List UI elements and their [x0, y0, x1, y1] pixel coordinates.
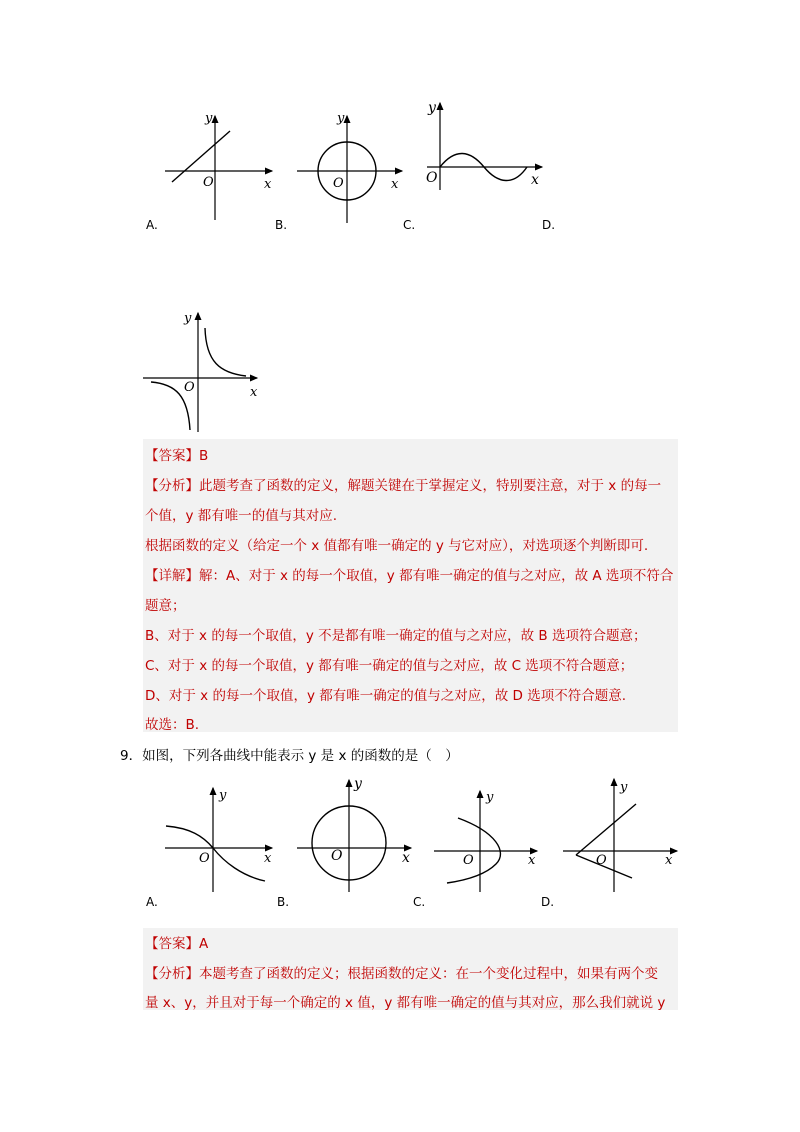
svg-text:x: x: [528, 853, 536, 868]
svg-text:O: O: [463, 853, 474, 868]
q8-graph-b: [297, 111, 402, 223]
q9-option-b[interactable]: B.: [277, 895, 290, 909]
svg-text:x: x: [402, 850, 410, 866]
svg-text:O: O: [184, 380, 195, 395]
svg-text:x: x: [250, 385, 258, 400]
svg-text:x: x: [264, 851, 272, 866]
q8-graph-a: [165, 111, 272, 220]
svg-text:y: y: [620, 780, 628, 795]
q9-option-c[interactable]: C.: [413, 895, 426, 909]
svg-text:y: y: [337, 111, 345, 126]
q8-analysis-line-3: 根据函数的定义（给定一个 x 值都有唯一确定的 y 与它对应），对选项逐个判断即可.: [145, 538, 649, 554]
q8-graphs-row: [150, 95, 550, 225]
q8-answer: 【答案】B: [145, 448, 209, 464]
svg-text:O: O: [331, 848, 343, 864]
svg-text:O: O: [426, 170, 438, 186]
q8-graph-c: [426, 100, 542, 190]
svg-text:O: O: [199, 851, 210, 866]
svg-text:y: y: [219, 788, 227, 803]
q8-analysis-line-2: 个值，y 都有唯一的值与其对应.: [145, 508, 338, 524]
q9-graph-a: [165, 788, 272, 892]
q9-analysis-line-2: 量 x、y，并且对于每一个确定的 x 值，y 都有唯一确定的值与其对应，那么我们就说 y: [145, 995, 666, 1011]
svg-text:O: O: [596, 853, 607, 868]
q9-answer: 【答案】A: [145, 936, 209, 952]
svg-text:y: y: [428, 100, 436, 116]
q8-analysis-line-1: 【分析】此题考查了函数的定义，解题关键在于掌握定义，特别要注意，对于 x 的每一: [145, 478, 662, 494]
q9-graph-d: [563, 779, 677, 892]
svg-text:O: O: [333, 176, 344, 191]
q9-option-d[interactable]: D.: [541, 895, 555, 909]
q9-analysis-line-1: 【分析】本题考查了函数的定义；根据函数的定义：在一个变化过程中，如果有两个变: [145, 966, 658, 982]
svg-text:x: x: [531, 172, 539, 188]
q8-detail-line-5: D、对于 x 的每一个取值，y 都有唯一确定的值与之对应，故 D 选项不符合题意.: [145, 688, 627, 704]
svg-text:y: y: [486, 790, 494, 805]
q9-graphs-row: [160, 772, 680, 892]
q8-detail-line-1: 【详解】解：A、对于 x 的每一个取值，y 都有唯一确定的值与之对应，故 A 选项不符合: [145, 568, 674, 584]
q8-detail-line-3: B、对于 x 的每一个取值，y 不是都有唯一确定的值与之对应，故 B 选项符合题意；: [145, 628, 647, 644]
q9-option-a[interactable]: A.: [146, 895, 158, 909]
q9-graph-b: [297, 776, 411, 892]
svg-text:y: y: [205, 111, 213, 126]
q8-option-a[interactable]: A.: [146, 218, 158, 232]
q8-detail-line-4: C、对于 x 的每一个取值，y 都有唯一确定的值与之对应，故 C 选项不符合题意；: [145, 658, 634, 674]
q9-graph-c: [434, 790, 537, 892]
q8-option-c[interactable]: C.: [403, 218, 416, 232]
q8-option-d[interactable]: D.: [542, 218, 556, 232]
q8a-origin-label: O: [203, 175, 214, 190]
svg-text:x: x: [391, 177, 399, 192]
svg-text:y: y: [184, 311, 192, 326]
svg-text:x: x: [665, 853, 673, 868]
q8-graph-d: [140, 305, 270, 435]
q8-detail-line-2: 题意；: [145, 598, 186, 614]
q8-choose: 故选：B.: [145, 717, 200, 733]
q9-question: 9．如图，下列各曲线中能表示 y 是 x 的函数的是（ ）: [120, 748, 459, 764]
svg-text:x: x: [264, 177, 272, 192]
svg-text:y: y: [354, 776, 362, 792]
q8-option-b[interactable]: B.: [275, 218, 288, 232]
